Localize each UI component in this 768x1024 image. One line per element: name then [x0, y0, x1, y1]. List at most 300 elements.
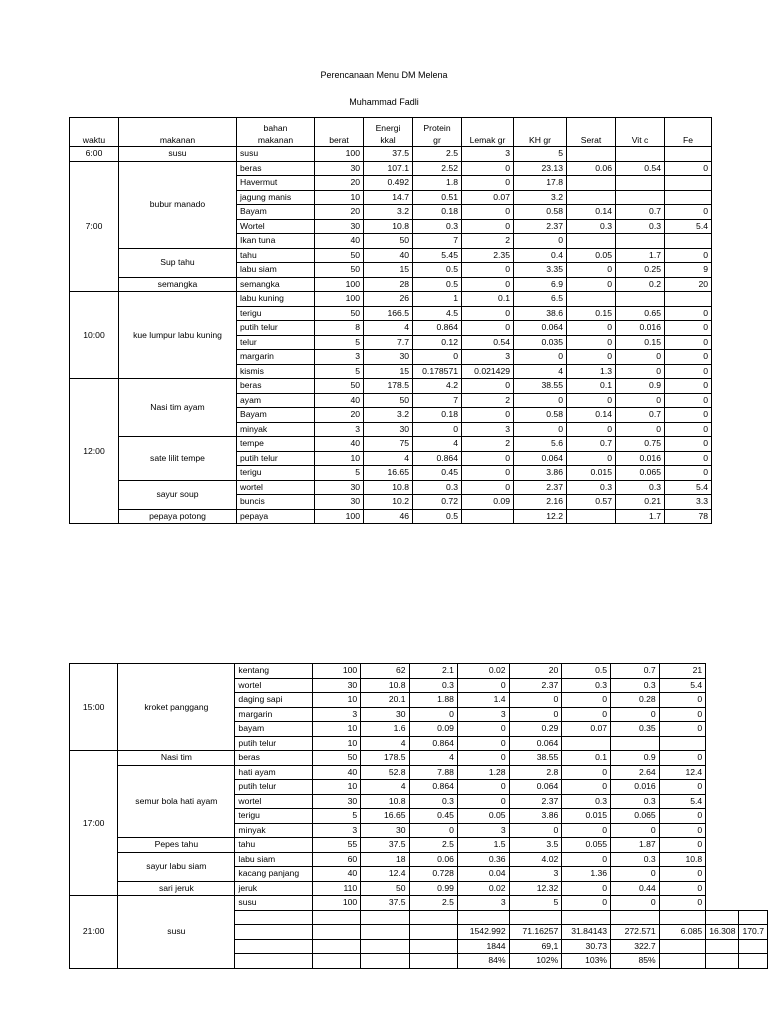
table-row: [70, 838, 768, 853]
bahan-cell: ayam: [237, 393, 315, 408]
value-cell: 0.016: [616, 451, 665, 466]
table-row: [70, 248, 712, 263]
value-cell: 46: [364, 509, 413, 524]
value-cell: 0.05: [567, 248, 616, 263]
value-cell: 0.864: [413, 321, 462, 336]
value-cell: 3.3: [665, 495, 712, 510]
value-cell: 7: [413, 393, 462, 408]
column-header: [119, 118, 237, 147]
value-cell: 0: [659, 896, 705, 911]
value-cell: 0.54: [462, 335, 514, 350]
value-cell: 0: [462, 451, 514, 466]
value-cell: 0.7: [567, 437, 616, 452]
value-cell: 0.3: [413, 219, 462, 234]
value-cell: 166.5: [364, 306, 413, 321]
value-cell: 0.05: [457, 809, 509, 824]
value-cell: 38.6: [514, 306, 567, 321]
value-cell: 0: [659, 881, 705, 896]
column-header: [237, 118, 315, 147]
value-cell: 3: [315, 422, 364, 437]
value-cell: 30: [315, 495, 364, 510]
makanan-cell: [313, 954, 361, 969]
value-cell: 2.1: [409, 664, 457, 679]
value-cell: [409, 925, 457, 940]
value-cell: 0.3: [413, 480, 462, 495]
value-cell: 0.1: [567, 379, 616, 394]
value-cell: 3.86: [509, 809, 562, 824]
value-cell: 16.65: [364, 466, 413, 481]
value-cell: [616, 190, 665, 205]
value-cell: 0: [665, 466, 712, 481]
value-cell: 0.015: [567, 466, 616, 481]
value-cell: 50: [364, 234, 413, 249]
makanan-cell: pepaya potong: [119, 509, 237, 524]
value-cell: 0.04: [457, 867, 509, 882]
value-cell: [509, 910, 562, 925]
value-cell: 10: [315, 451, 364, 466]
value-cell: 5: [509, 896, 562, 911]
value-cell: 2.37: [509, 678, 562, 693]
value-cell: 14.7: [364, 190, 413, 205]
value-cell: 0.7: [616, 205, 665, 220]
table-row: [70, 379, 712, 394]
value-cell: 0: [462, 480, 514, 495]
value-cell: 2: [462, 393, 514, 408]
value-cell: 0.07: [462, 190, 514, 205]
value-cell: 0: [665, 379, 712, 394]
value-cell: [567, 509, 616, 524]
value-cell: 0: [457, 678, 509, 693]
value-cell: 0.2: [616, 277, 665, 292]
bahan-cell: hati ayam: [235, 765, 313, 780]
value-cell: 0: [562, 896, 611, 911]
value-cell: 0.06: [409, 852, 457, 867]
value-cell: 0: [457, 736, 509, 751]
value-cell: 30: [313, 678, 361, 693]
value-cell: 0: [457, 780, 509, 795]
makanan-cell: semangka: [119, 277, 237, 292]
makanan-cell: [313, 910, 361, 925]
value-cell: 0.28: [611, 693, 660, 708]
value-cell: 2: [462, 234, 514, 249]
makanan-cell: susu: [118, 896, 235, 969]
value-cell: 0.3: [611, 678, 660, 693]
value-cell: 0: [413, 350, 462, 365]
value-cell: 0.1: [562, 751, 611, 766]
table-header-row: [70, 118, 712, 147]
bahan-cell: Bayam: [237, 205, 315, 220]
value-cell: 0: [616, 393, 665, 408]
value-cell: 20: [315, 205, 364, 220]
waktu-cell: [235, 925, 313, 940]
document-author: Muhammad Fadli: [349, 97, 419, 107]
makanan-cell: sate lilit tempe: [119, 437, 237, 481]
value-cell: 5.4: [665, 480, 712, 495]
value-cell: 0.1: [462, 292, 514, 307]
value-cell: 0.3: [616, 219, 665, 234]
value-cell: [457, 910, 509, 925]
waktu-cell: [235, 954, 313, 969]
column-header-line-2: Vit c: [631, 135, 649, 145]
value-cell: 4: [514, 364, 567, 379]
value-cell: 0: [562, 707, 611, 722]
value-cell: 3.2: [364, 408, 413, 423]
value-cell: 5: [514, 147, 567, 162]
value-cell: 38.55: [509, 751, 562, 766]
value-cell: 0.02: [457, 664, 509, 679]
value-cell: 0: [659, 722, 705, 737]
column-header-line-2: kkal: [380, 135, 396, 145]
value-cell: 0: [462, 379, 514, 394]
value-cell: 5.45: [413, 248, 462, 263]
value-cell: 12.2: [514, 509, 567, 524]
value-cell: [706, 939, 739, 954]
value-cell: 0: [665, 393, 712, 408]
value-cell: 0: [562, 823, 611, 838]
value-cell: 0: [462, 277, 514, 292]
value-cell: 0.864: [413, 451, 462, 466]
value-cell: 3: [457, 707, 509, 722]
bahan-cell: [361, 910, 409, 925]
value-cell: 0.54: [616, 161, 665, 176]
value-cell: 40: [315, 437, 364, 452]
value-cell: 1.36: [562, 867, 611, 882]
value-cell: 50: [315, 379, 364, 394]
value-cell: 0.064: [514, 321, 567, 336]
bahan-cell: tempe: [237, 437, 315, 452]
value-cell: 0: [462, 205, 514, 220]
bahan-cell: kacang panjang: [235, 867, 313, 882]
value-cell: 5.4: [659, 678, 705, 693]
value-cell: 84%: [457, 954, 509, 969]
column-header: [70, 118, 119, 147]
value-cell: 0.09: [462, 495, 514, 510]
value-cell: 40: [315, 234, 364, 249]
bahan-cell: susu: [235, 896, 313, 911]
value-cell: 100: [313, 896, 361, 911]
value-cell: [409, 939, 457, 954]
value-cell: 100: [315, 292, 364, 307]
value-cell: 2: [462, 437, 514, 452]
value-cell: 6.5: [514, 292, 567, 307]
column-header-line-2: berat: [329, 135, 349, 145]
value-cell: 0: [665, 161, 712, 176]
value-cell: 0: [567, 335, 616, 350]
column-header-line-2: gr: [433, 135, 441, 145]
value-cell: 0.9: [616, 379, 665, 394]
value-cell: 3: [315, 350, 364, 365]
value-cell: 322.7: [611, 939, 660, 954]
bahan-cell: minyak: [237, 422, 315, 437]
bahan-cell: semangka: [237, 277, 315, 292]
value-cell: 15: [364, 263, 413, 278]
value-cell: 4: [364, 451, 413, 466]
value-cell: 1.5: [457, 838, 509, 853]
value-cell: 107.1: [364, 161, 413, 176]
column-header-line-2: KH gr: [529, 135, 551, 145]
column-header: [567, 118, 616, 147]
value-cell: 16.308: [706, 925, 739, 940]
value-cell: 0.07: [562, 722, 611, 737]
column-header: [462, 118, 514, 147]
value-cell: 20: [315, 176, 364, 191]
value-cell: [409, 954, 457, 969]
value-cell: 5: [313, 809, 361, 824]
value-cell: 1.8: [413, 176, 462, 191]
value-cell: 0.015: [562, 809, 611, 824]
table-row: [70, 277, 712, 292]
makanan-cell: Nasi tim: [118, 751, 235, 766]
value-cell: 50: [315, 306, 364, 321]
value-cell: 10: [313, 693, 361, 708]
value-cell: 0.45: [409, 809, 457, 824]
value-cell: 0.14: [567, 205, 616, 220]
value-cell: 0.065: [611, 809, 660, 824]
waktu-cell: 7:00: [70, 161, 119, 292]
value-cell: 7.88: [409, 765, 457, 780]
value-cell: 0.18: [413, 205, 462, 220]
value-cell: 0: [462, 306, 514, 321]
value-cell: 2.5: [409, 838, 457, 853]
value-cell: [739, 910, 768, 925]
value-cell: 7.7: [364, 335, 413, 350]
value-cell: 50: [313, 751, 361, 766]
bahan-cell: susu: [237, 147, 315, 162]
value-cell: 0.21: [616, 495, 665, 510]
value-cell: 4.2: [413, 379, 462, 394]
value-cell: 170.7: [739, 925, 768, 940]
value-cell: 0.29: [509, 722, 562, 737]
value-cell: 0.7: [611, 664, 660, 679]
value-cell: 0.728: [409, 867, 457, 882]
value-cell: 3: [462, 350, 514, 365]
value-cell: 0: [562, 852, 611, 867]
value-cell: 0.5: [562, 664, 611, 679]
value-cell: 178.5: [361, 751, 409, 766]
value-cell: 0.58: [514, 205, 567, 220]
table-row: [70, 437, 712, 452]
value-cell: 0.02: [457, 881, 509, 896]
bahan-cell: margarin: [235, 707, 313, 722]
value-cell: 55: [313, 838, 361, 853]
makanan-cell: Sup tahu: [119, 248, 237, 277]
value-cell: [665, 190, 712, 205]
value-cell: 0: [567, 263, 616, 278]
value-cell: 0: [611, 707, 660, 722]
value-cell: 1.4: [457, 693, 509, 708]
table-row: [70, 896, 768, 911]
value-cell: 30: [315, 161, 364, 176]
value-cell: 62: [361, 664, 409, 679]
value-cell: 0: [611, 823, 660, 838]
column-header-line-2: Lemak gr: [469, 135, 506, 145]
value-cell: 2.5: [413, 147, 462, 162]
value-cell: 0.15: [616, 335, 665, 350]
value-cell: 0.58: [514, 408, 567, 423]
value-cell: [706, 954, 739, 969]
bahan-cell: putih telur: [235, 736, 313, 751]
value-cell: 0.65: [616, 306, 665, 321]
value-cell: 69,1: [509, 939, 562, 954]
bahan-cell: putih telur: [237, 321, 315, 336]
bahan-cell: Wortel: [237, 219, 315, 234]
value-cell: 0: [514, 350, 567, 365]
bahan-cell: Bayam: [237, 408, 315, 423]
value-cell: 0.864: [409, 736, 457, 751]
value-cell: 0: [567, 393, 616, 408]
value-cell: 16.65: [361, 809, 409, 824]
value-cell: 0.3: [567, 219, 616, 234]
waktu-cell: 17:00: [70, 751, 118, 896]
value-cell: 0: [665, 321, 712, 336]
value-cell: 4: [364, 321, 413, 336]
value-cell: 0.064: [509, 780, 562, 795]
value-cell: 8: [315, 321, 364, 336]
value-cell: [659, 939, 705, 954]
column-header-line-1: Energi: [375, 123, 401, 133]
value-cell: [665, 292, 712, 307]
value-cell: 20: [509, 664, 562, 679]
value-cell: [665, 147, 712, 162]
value-cell: 0.3: [611, 852, 660, 867]
value-cell: 50: [364, 393, 413, 408]
value-cell: 103%: [562, 954, 611, 969]
value-cell: 1.6: [361, 722, 409, 737]
value-cell: 0.35: [611, 722, 660, 737]
value-cell: 6.085: [659, 925, 705, 940]
value-cell: 2.37: [509, 794, 562, 809]
value-cell: 0: [659, 751, 705, 766]
value-cell: 0.72: [413, 495, 462, 510]
value-cell: 0: [611, 896, 660, 911]
value-cell: [562, 736, 611, 751]
value-cell: 0.18: [413, 408, 462, 423]
value-cell: 40: [313, 765, 361, 780]
bahan-cell: terigu: [235, 809, 313, 824]
value-cell: 100: [315, 147, 364, 162]
makanan-cell: [313, 939, 361, 954]
value-cell: 78: [665, 509, 712, 524]
value-cell: 30: [364, 422, 413, 437]
value-cell: 20: [665, 277, 712, 292]
value-cell: 50: [315, 263, 364, 278]
bahan-cell: buncis: [237, 495, 315, 510]
value-cell: 0: [665, 306, 712, 321]
value-cell: 0: [462, 161, 514, 176]
value-cell: 0.5: [413, 509, 462, 524]
value-cell: 0: [665, 422, 712, 437]
value-cell: 0: [567, 277, 616, 292]
value-cell: 60: [313, 852, 361, 867]
makanan-cell: kue lumpur labu kuning: [119, 292, 237, 379]
table-row: [70, 509, 712, 524]
value-cell: 3.2: [514, 190, 567, 205]
bahan-cell: minyak: [235, 823, 313, 838]
value-cell: 37.5: [364, 147, 413, 162]
value-cell: 4.5: [413, 306, 462, 321]
value-cell: 0.3: [616, 480, 665, 495]
value-cell: 2.37: [514, 480, 567, 495]
value-cell: [739, 954, 768, 969]
menu-table-1: [69, 117, 712, 524]
waktu-cell: 6:00: [70, 147, 119, 162]
waktu-cell: [235, 910, 313, 925]
value-cell: [409, 910, 457, 925]
bahan-cell: wortel: [235, 794, 313, 809]
value-cell: 100: [315, 509, 364, 524]
value-cell: 5: [315, 335, 364, 350]
value-cell: [659, 910, 705, 925]
value-cell: 1844: [457, 939, 509, 954]
column-header-line-2: makanan: [159, 135, 196, 145]
value-cell: 17.8: [514, 176, 567, 191]
value-cell: 3: [462, 422, 514, 437]
value-cell: 0: [562, 693, 611, 708]
bahan-cell: putih telur: [237, 451, 315, 466]
table-row: [70, 664, 768, 679]
value-cell: 7: [413, 234, 462, 249]
value-cell: 2.16: [514, 495, 567, 510]
value-cell: 4: [413, 437, 462, 452]
value-cell: 0: [616, 350, 665, 365]
value-cell: 37.5: [361, 896, 409, 911]
value-cell: 0.016: [616, 321, 665, 336]
value-cell: 5.6: [514, 437, 567, 452]
column-header-line-2: Fe: [682, 135, 694, 145]
value-cell: 0: [509, 823, 562, 838]
column-header: [364, 118, 413, 147]
value-cell: 30: [315, 480, 364, 495]
value-cell: 0: [562, 881, 611, 896]
value-cell: [567, 292, 616, 307]
value-cell: [665, 234, 712, 249]
bahan-cell: beras: [235, 751, 313, 766]
makanan-cell: sayur labu siam: [118, 852, 235, 881]
bahan-cell: labu kuning: [237, 292, 315, 307]
column-header: [665, 118, 712, 147]
bahan-cell: Havermut: [237, 176, 315, 191]
waktu-cell: [235, 939, 313, 954]
value-cell: 0.57: [567, 495, 616, 510]
value-cell: 0: [665, 248, 712, 263]
value-cell: [611, 910, 660, 925]
value-cell: 6.9: [514, 277, 567, 292]
value-cell: 30.73: [562, 939, 611, 954]
value-cell: 0: [567, 321, 616, 336]
value-cell: 2.8: [509, 765, 562, 780]
value-cell: 2.35: [462, 248, 514, 263]
value-cell: 18: [361, 852, 409, 867]
menu-table-2: [69, 663, 768, 969]
value-cell: 0: [659, 707, 705, 722]
value-cell: 30: [361, 823, 409, 838]
document-title: Perencanaan Menu DM Melena: [320, 70, 448, 80]
value-cell: 31.84143: [562, 925, 611, 940]
bahan-cell: wortel: [235, 678, 313, 693]
value-cell: 0.178571: [413, 364, 462, 379]
value-cell: 0.7: [616, 408, 665, 423]
waktu-cell: 21:00: [70, 896, 118, 969]
value-cell: 0: [665, 205, 712, 220]
makanan-cell: sari jeruk: [118, 881, 235, 896]
value-cell: 1: [413, 292, 462, 307]
value-cell: 0: [659, 823, 705, 838]
bahan-cell: tahu: [235, 838, 313, 853]
value-cell: 50: [361, 881, 409, 896]
bahan-cell: labu siam: [237, 263, 315, 278]
column-header: [315, 118, 364, 147]
value-cell: 4: [361, 736, 409, 751]
